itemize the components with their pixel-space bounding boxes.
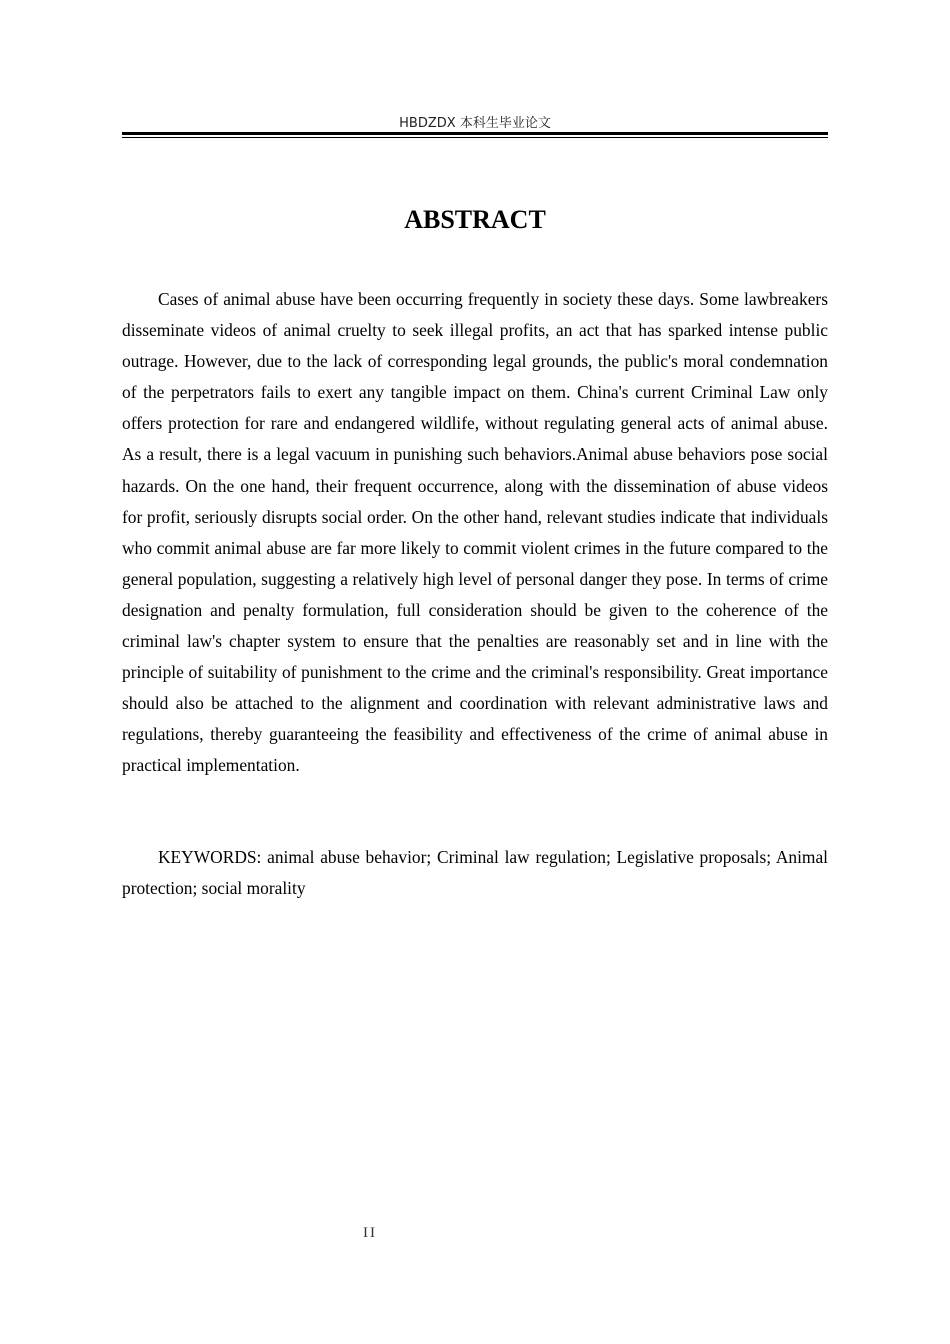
page-header <box>122 112 828 138</box>
abstract-paragraph: Cases of animal abuse have been occurring frequently in society these days. Some lawbreakers disseminate videos of animal cruelty to seek illegal profits, an act that has sparked intense public outrage. However, due to the lack of corresponding legal grounds, the public's moral condemnation of the perpetrators fails to exert any tangible impact on them. China's current Criminal Law only offers protection for rare and endangered wildlife, without regulating general acts of animal abuse. As a result, there is a legal vacuum in punishing such behaviors.Animal abuse behaviors pose social hazards. On the one hand, their frequent occurrence, along with the dissemination of abuse videos for profit, seriously disrupts social order. On the other hand, relevant studies indicate that individuals who commit animal abuse are far more likely to commit violent crimes in the future compared to the general population, suggesting a relatively high level of personal danger they pose. In terms of crime designation and penalty formulation, full consideration should be given to the coherence of the criminal law's chapter system to ensure that the penalties are reasonably set and in line with the principle of suitability of punishment to the crime and the criminal's responsibility. Great importance should also be attached to the alignment and coordination with relevant administrative laws and regulations, thereby guaranteeing the feasibility and effectiveness of the crime of animal abuse in practical implementation. <box>122 289 828 776</box>
header-rule-thick <box>122 132 828 135</box>
keywords-paragraph: KEYWORDS: animal abuse behavior; Criminal law regulation; Legislative proposals; Animal protection; social morality <box>122 847 828 899</box>
header-title: HBDZDX 本科生毕业论文 <box>399 116 551 131</box>
page-number: II <box>363 1225 377 1241</box>
header-rule-thin <box>122 137 828 138</box>
abstract-title: ABSTRACT <box>404 205 546 234</box>
